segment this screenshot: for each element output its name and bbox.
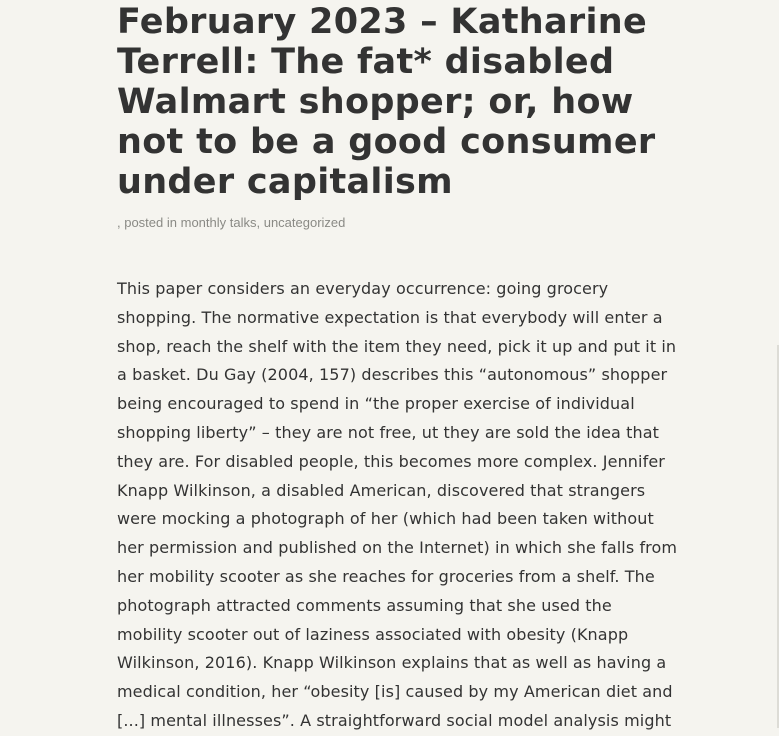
post-meta: [117, 215, 682, 231]
category-link-monthly-talks[interactable]: monthly talks: [180, 215, 257, 230]
blog-post: [117, 0, 682, 736]
post-content: [117, 275, 682, 736]
category-link-uncategorized[interactable]: uncategorized: [263, 215, 346, 230]
meta-prefix: , posted in: [117, 215, 181, 230]
post-paragraph: This paper considers an everyday occurrence: going grocery shopping. The normative expectation is that everybody will enter a shop, reach the shelf with the item they need, pick it up and put it in a basket. Du Gay (2004, 157) describes this “autonomous” shopper being encouraged to spend in “the proper exercise of individual shopping liberty” – they are not free, ut they are sold the idea that they are. For disabled people, this becomes more complex. Jennifer Knapp Wilkinson, a disabled American, discovered that strangers were mocking a photograph of her (which had been taken without her permission and published on the Internet) in which she falls from her mobility scooter as she reaches for groceries from a shelf. The photograph attracted comments assuming that she used the mobility scooter out of laziness associated with obesity (Knapp Wilkinson, 2016). Knapp Wilkinson explains that as well as having a medical condition, her “obesity [is] caused by my American diet and [...] mental illnesses”. A straightforward social model analysis might: [117, 279, 678, 730]
meta-separator: ,: [256, 215, 264, 230]
post-title: February 2023 – Katharine Terrell: The fat* disabled Walmart shopper; or, how not to be a good consumer under capitalism: [117, 2, 656, 202]
